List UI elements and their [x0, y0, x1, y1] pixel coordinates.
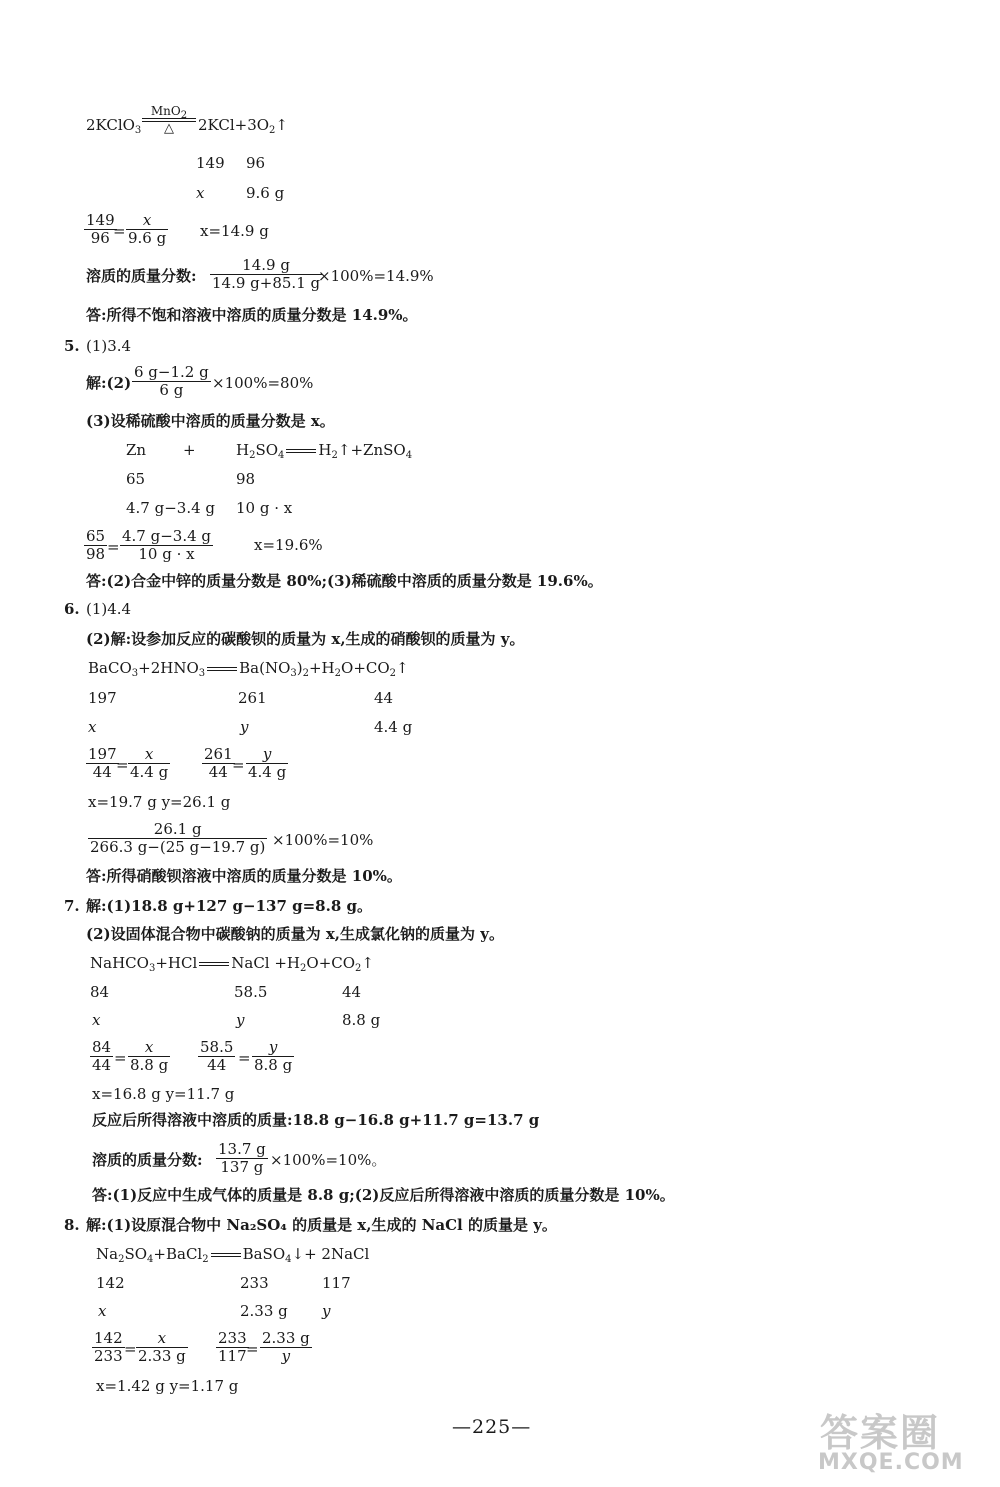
q7-answer: 答:(1)反应中生成气体的质量是 8.8 g;(2)反应后所得溶液中溶质的质量分数是 10%。 — [92, 1186, 675, 1204]
q7-mass-fraction: $\frac{13.7 g}{137 g}$ — [218, 1140, 266, 1176]
q7-part2: (2)设固体混合物中碳酸钠的质量为 x,生成氯化钠的质量为 y。 — [86, 925, 504, 943]
q7-part1: 解:(1)18.8 g+127 g−137 g=8.8 g。 — [86, 897, 372, 915]
q5-number: 5. — [64, 337, 80, 355]
q6-part1: (1)4.4 — [86, 600, 132, 618]
q6-number: 6. — [64, 600, 80, 618]
q4-products: $2KCl+3O_2↑$ — [198, 116, 288, 136]
q7-fraction-label: 溶质的质量分数: — [92, 1151, 203, 1169]
q7-proportion-b-right: $\frac{y}{8.8 g}$ — [254, 1038, 293, 1074]
equals-sign: = — [232, 756, 245, 774]
q7-value-y: y — [236, 1011, 245, 1029]
q8-proportion-b-left: $\frac{233}{117}$ — [218, 1329, 247, 1365]
q8-equation: $Na_2SO_4+BaCl_2$ BaSO$_4$↓+ 2NaCl — [96, 1245, 370, 1265]
q4-mass-fraction: $\frac{14.9 g}{14.9 g+85.1 g}$ — [212, 256, 321, 292]
q5-result: x=19.6% — [254, 536, 323, 554]
q5-part2-tail: ×100%=80% — [212, 374, 314, 392]
q8-results: x=1.42 g y=1.17 g — [96, 1377, 239, 1395]
equals-sign: = — [124, 1340, 137, 1358]
q6-proportion-b-left: $\frac{261}{44}$ — [204, 745, 233, 781]
q7-proportion-b-left: $\frac{58.5}{44}$ — [200, 1038, 234, 1074]
q6-proportion-b-right: $\frac{y}{4.4 g}$ — [248, 745, 287, 781]
q6-results: x=19.7 g y=26.1 g — [88, 793, 231, 811]
q7-mass-nacl: 58.5 — [234, 983, 268, 1001]
q4-proportion-left: $\frac{149}{96}$ — [86, 211, 115, 247]
q8-value-x: x — [98, 1302, 107, 1320]
q7-solution-mass: 反应后所得溶液中溶质的质量:18.8 g−16.8 g+11.7 g=13.7 g — [92, 1111, 540, 1129]
equals-sign: = — [107, 538, 120, 556]
equals-sign: = — [238, 1049, 251, 1067]
page-number: —225— — [452, 1416, 532, 1438]
q5-part3: (3)设稀硫酸中溶质的质量分数是 x。 — [86, 412, 335, 430]
q5-proportion-left: $\frac{65}{98}$ — [86, 527, 106, 563]
q5-part2-fraction: $\frac{6 g-1.2 g}{6 g}$ — [134, 363, 209, 399]
q4-reaction-condition: MnO$_2$ △ — [142, 104, 196, 136]
q7-value-x: x — [92, 1011, 101, 1029]
q6-mass-bano3: 261 — [238, 689, 267, 707]
q4-result: x=14.9 g — [200, 222, 269, 240]
q4-answer: 答:所得不饱和溶液中溶质的质量分数是 14.9%。 — [86, 306, 418, 324]
q6-value-co2: 4.4 g — [374, 718, 413, 736]
q8-proportion-b-right: $\frac{2.33 g}{y}$ — [262, 1329, 310, 1365]
q7-equation: NaHCO$_3$+HCl NaCl $+H_2O+CO_2↑$ — [90, 954, 374, 974]
q8-proportion-a-left: $\frac{142}{233}$ — [94, 1329, 123, 1365]
q7-number: 7. — [64, 897, 80, 915]
q8-value-baso4: 2.33 g — [240, 1302, 288, 1320]
q8-proportion-a-right: $\frac{x}{2.33 g}$ — [138, 1329, 186, 1365]
q4-fraction-tail: ×100%=14.9% — [318, 267, 434, 285]
q5-eq-plus: + — [183, 441, 196, 459]
q6-part2: (2)解:设参加反应的碳酸钡的质量为 x,生成的硝酸钡的质量为 y。 — [86, 630, 525, 648]
q5-proportion-right: $\frac{4.7 g-3.4 g}{10 g \cdot x}$ — [122, 527, 212, 563]
equals-sign: = — [116, 756, 129, 774]
q5-mass-h2so4: 98 — [236, 470, 256, 488]
q8-mass-baso4: 233 — [240, 1274, 269, 1292]
q6-mass-baco3: 197 — [88, 689, 117, 707]
q4-mass-kclo3: 149 — [196, 154, 225, 172]
q8-mass-na2so4: 142 — [96, 1274, 125, 1292]
q7-results: x=16.8 g y=11.7 g — [92, 1085, 235, 1103]
q4-equation: 2KClO$_3$ — [86, 116, 142, 136]
q7-proportion-a-right: $\frac{x}{8.8 g}$ — [130, 1038, 169, 1074]
equals-sign: = — [113, 222, 126, 240]
q6-value-x: x — [88, 718, 97, 736]
q8-mass-nacl: 117 — [322, 1274, 351, 1292]
q7-mass-nahco3: 84 — [90, 983, 110, 1001]
q8-number: 8. — [64, 1216, 80, 1234]
q5-part2-label: 解:(2) — [86, 374, 132, 392]
equals-sign: = — [114, 1049, 127, 1067]
watermark-logo: 答案圈 MXQE.COM — [818, 1411, 964, 1475]
q4-mass-o2: 96 — [246, 154, 266, 172]
q6-mass-co2: 44 — [374, 689, 394, 707]
q6-proportion-a-left: $\frac{197}{44}$ — [88, 745, 117, 781]
q6-value-y: y — [240, 718, 249, 736]
q5-mass-zn: 65 — [126, 470, 146, 488]
q4-proportion-right: $\frac{x}{9.6 g}$ — [128, 211, 167, 247]
q4-value-o2: 9.6 g — [246, 184, 285, 202]
q7-fraction-tail: ×100%=10%。 — [270, 1151, 387, 1169]
q5-answer: 答:(2)合金中锌的质量分数是 80%;(3)稀硫酸中溶质的质量分数是 19.6%。 — [86, 572, 603, 590]
q6-fraction-tail: ×100%=10% — [272, 831, 374, 849]
q6-mass-fraction: $\frac{26.1 g}{266.3 g-(25 g-19.7 g)}$ — [90, 820, 266, 856]
q8-value-y: y — [322, 1302, 331, 1320]
q5-value-h2so4: 10 g · x — [236, 499, 293, 517]
q4-fraction-label: 溶质的质量分数: — [86, 267, 197, 285]
q6-proportion-a-right: $\frac{x}{4.4 g}$ — [130, 745, 169, 781]
q5-part1: (1)3.4 — [86, 337, 132, 355]
q6-equation: $BaCO_3+2HNO_3$ $Ba(NO_3)_2+H_2O+CO_2↑$ — [88, 659, 409, 679]
equals-sign: = — [246, 1340, 259, 1358]
q8-part1: 解:(1)设原混合物中 Na₂SO₄ 的质量是 x,生成的 NaCl 的质量是 y。 — [86, 1216, 557, 1234]
q5-value-zn: 4.7 g−3.4 g — [126, 499, 216, 517]
q6-answer: 答:所得硝酸钡溶液中溶质的质量分数是 10%。 — [86, 867, 402, 885]
q4-value-x: x — [196, 184, 205, 202]
q7-mass-co2: 44 — [342, 983, 362, 1001]
q5-eq-zn: Zn — [126, 441, 147, 459]
q5-equation: $H_2SO_4$ $H_2↑+ZnSO_4$ — [236, 441, 413, 461]
q7-value-co2: 8.8 g — [342, 1011, 381, 1029]
q7-proportion-a-left: $\frac{84}{44}$ — [92, 1038, 112, 1074]
